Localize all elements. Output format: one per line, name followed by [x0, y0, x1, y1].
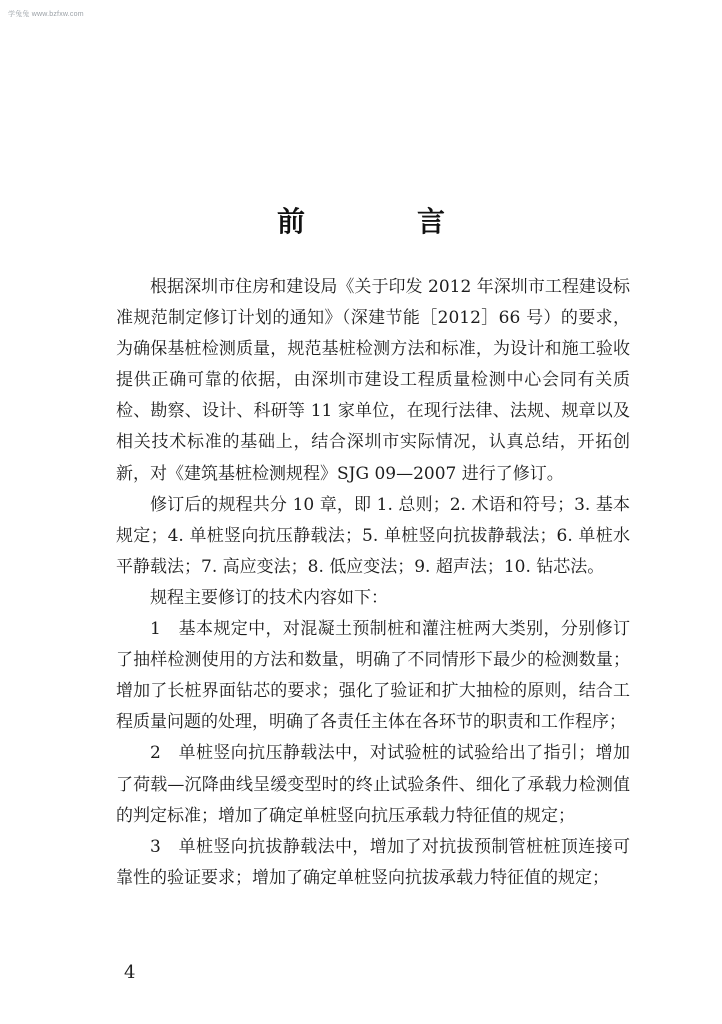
paragraph: 1 基本规定中，对混凝土预制桩和灌注桩两大类别，分别修订了抽样检测使用的方法和数量，明确了不同情形下最少的检测数量；增加了长桩界面钻芯的要求；强化了验证和扩大抽检的原则，结合工程质量问题的处理，明确了各责任主体在各环节的职责和工作程序；: [116, 619, 630, 733]
paragraph: 规程主要修订的技术内容如下：: [150, 587, 388, 608]
paragraph: 2 单桩竖向抗压静载法中，对试验桩的试验给出了指引；增加了荷载—沉降曲线呈缓变型时的终止试验条件、细化了承载力检测值的判定标准；增加了确定单桩竖向抗压承载力特征值的规定；: [116, 743, 630, 826]
watermark-text: 学兔兔 www.bzfxw.com: [8, 11, 84, 18]
page-number: 4: [124, 962, 136, 983]
body-text: [116, 272, 630, 894]
paragraph: 修订后的规程共分 10 章，即 1. 总则；2. 术语和符号；3. 基本规定；4. 单桩竖向抗压静载法；5. 单桩竖向抗拔静载法；6. 单桩水平静载法；7. 高应变法；8. 低应变法；9. 超声法；10. 钻芯法。: [116, 494, 630, 577]
paragraph: 3 单桩竖向抗拔静载法中，增加了对抗拔预制管桩桩顶连接可靠性的验证要求；增加了确定单桩竖向抗拔承载力特征值的规定；: [116, 836, 630, 888]
page-title: 前 言: [276, 205, 487, 238]
paragraph: 根据深圳市住房和建设局《关于印发 2012 年深圳市工程建设标准规范制定修订计划的通知》（深建节能［2012］66 号）的要求，为确保基桩检测质量，规范基桩检测方法和标准，为设计和施工验收提供正确可靠的依据，由深圳市建设工程质量检测中心会同有关质检、勘察、设计、科研等 11 家单位，在现行法律、法规、规章以及相关技术标准的基础上，结合深圳市实际情况，认真总结，开拓创新，对《建筑基桩检测规程》SJG 09—2007 进行了修订。: [116, 277, 630, 484]
